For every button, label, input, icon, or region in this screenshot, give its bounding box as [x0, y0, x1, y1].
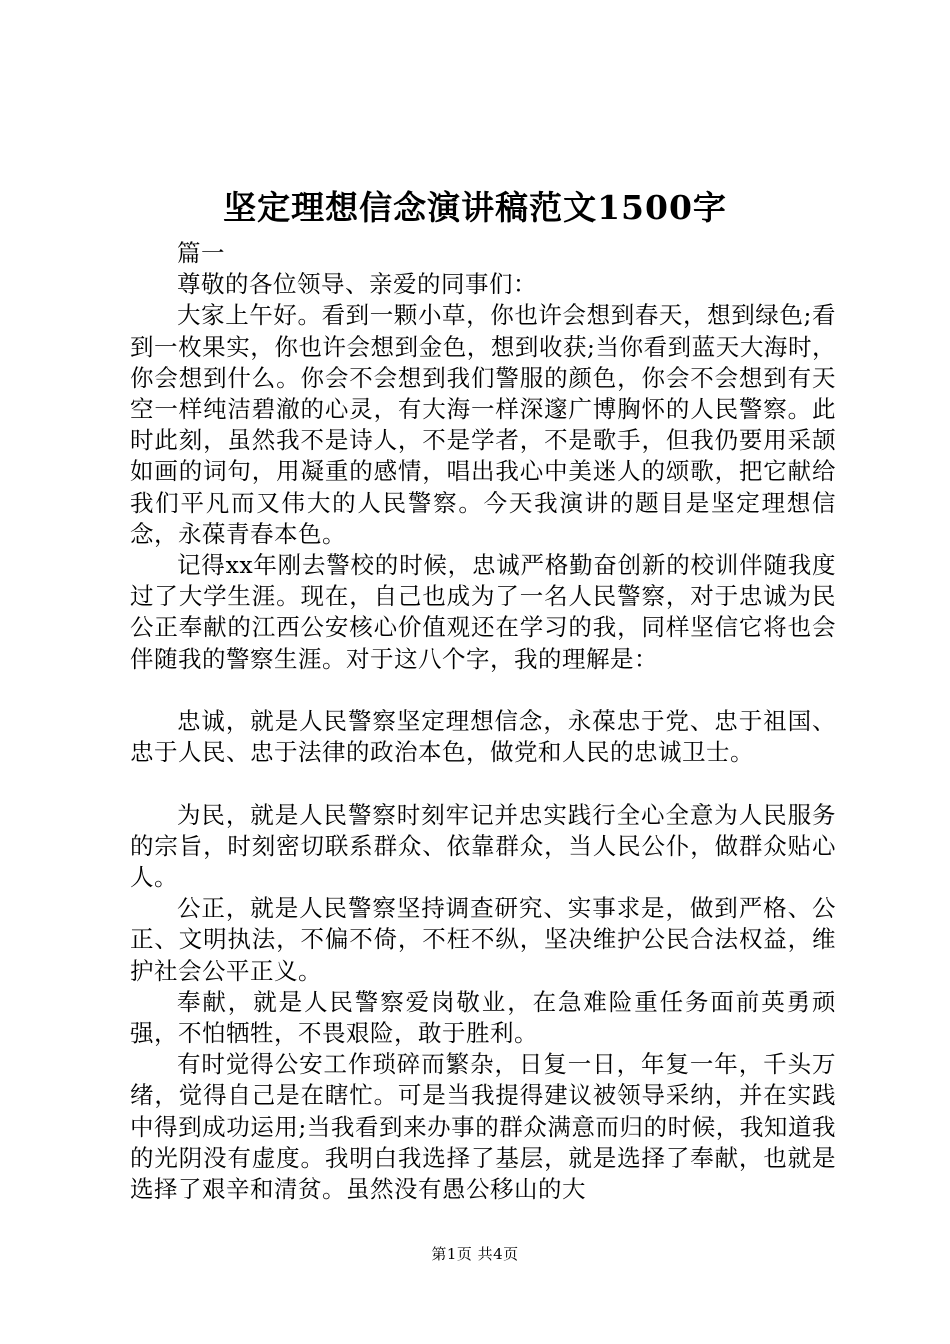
blank-line: [130, 768, 836, 799]
blank-line: [130, 675, 836, 706]
paragraph-7: 有时觉得公安工作琐碎而繁杂，日复一日，年复一年，千头万绪，觉得自己是在瞎忙。可是当我提得建议被领导采纳，并在实践中得到成功运用;当我看到来办事的群众满意而归的时候，我知道我的光阴没有虚度。我明白我选择了基层，就是选择了奉献，也就是选择了艰辛和清贫。虽然没有愚公移山的大: [130, 1050, 836, 1204]
section-label: 篇一: [177, 239, 225, 267]
paragraph-5: 公正，就是人民警察坚持调查研究、实事求是，做到严格、公正、文明执法，不偏不倚，不枉不纵，坚决维护公民合法权益，维护社会公平正义。: [130, 894, 836, 985]
salutation: 尊敬的各位领导、亲爱的同事们：: [177, 270, 537, 299]
paragraph-6: 奉献，就是人民警察爱岗敬业，在急难险重任务面前英勇顽强，不怕牺牲，不畏艰险，敢于胜利。: [130, 987, 836, 1048]
paragraph-2: 记得xx年刚去警校的时候，忠诚严格勤奋创新的校训伴随我度过了大学生涯。现在，自己也成为了一名人民警察，对于忠诚为民公正奉献的江西公安核心价值观还在学习的我，同样坚信它将也会伴随我的警察生涯。对于这八个字，我的理解是：: [130, 551, 836, 673]
document-title: 坚定理想信念演讲稿范文1500字: [223, 188, 727, 227]
document-body: [130, 238, 836, 1205]
paragraph-4: 为民，就是人民警察时刻牢记并忠实践行全心全意为人民服务的宗旨，时刻密切联系群众、依靠群众，当人民公仆，做群众贴心人。: [130, 800, 836, 892]
paragraph-1: 大家上午好。看到一颗小草，你也许会想到春天，想到绿色;看到一枚果实，你也许会想到金色，想到收获;当你看到蓝天大海时，你会想到什么。你会不会想到我们警服的颜色，你会不会想到有天空一样纯洁碧澈的心灵，有大海一样深邃广博胸怀的人民警察。此时此刻，虽然我不是诗人，不是学者，不是歌手，但我仍要用采颉如画的词句，用凝重的感情，唱出我心中美迷人的颂歌，把它献给我们平凡而又伟大的人民警察。今天我演讲的题目是坚定理想信念，永葆青春本色。: [130, 301, 836, 548]
paragraph-3: 忠诚，就是人民警察坚定理想信念，永葆忠于党、忠于祖国、忠于人民、忠于法律的政治本色，做党和人民的忠诚卫士。: [130, 707, 836, 767]
page-footer: 第1页 共4页: [431, 1245, 519, 1263]
